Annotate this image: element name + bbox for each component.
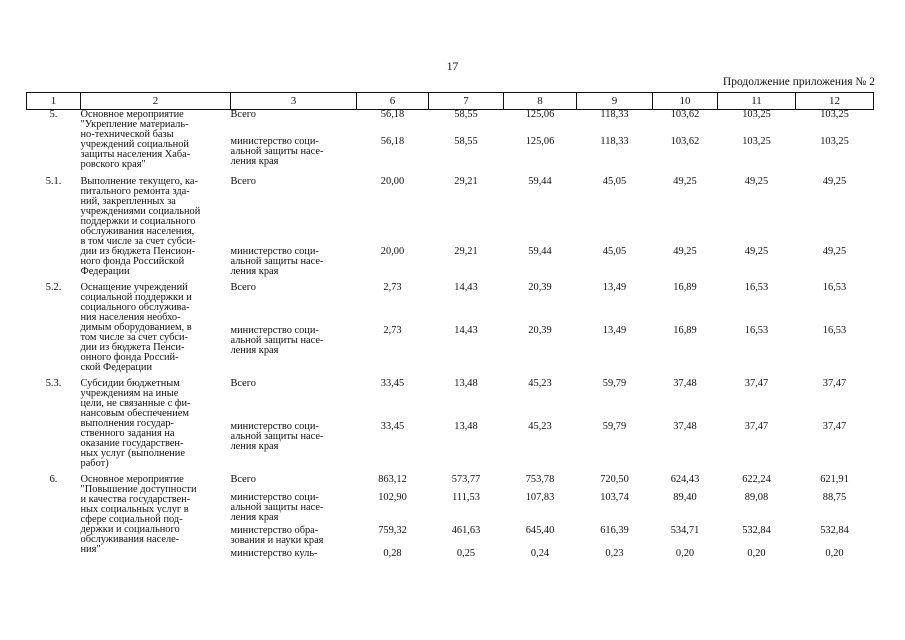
executor-cell	[231, 422, 357, 469]
executor-line: альной защиты насе-	[230, 255, 324, 267]
executor-cell	[231, 247, 357, 277]
table-row	[27, 379, 874, 422]
measure-name-line: цели, не связанные с фи-	[80, 398, 191, 409]
value-cell: 102,90	[378, 492, 407, 503]
column-header: 9	[577, 93, 653, 110]
measure-name-line: социальной поддержки и	[80, 292, 192, 303]
executor-cell	[231, 526, 357, 549]
value-cell: 103,62	[670, 109, 700, 120]
page-number: 17	[446, 61, 459, 73]
measure-name-line: оказание государствен-	[80, 438, 184, 449]
measure-name-line: и качества государствен-	[80, 494, 191, 505]
measure-name-line: ния"	[80, 544, 101, 555]
executor-line: ления края	[230, 265, 279, 277]
value-cell: 16,53	[744, 325, 769, 337]
value-cell: 33,45	[380, 378, 405, 389]
value-cell: 616,39	[600, 525, 629, 536]
value-cell: 20,39	[528, 282, 552, 293]
value-cell: 16,53	[822, 282, 847, 293]
measure-name-line: ственного задания на	[80, 428, 175, 439]
value-cell: 49,25	[673, 176, 697, 187]
column-header: 3	[231, 93, 357, 110]
executor-line: министерство соци-	[230, 245, 319, 257]
executor-cell	[231, 137, 357, 170]
budget-table	[26, 92, 874, 559]
measure-name-line: Федерации	[80, 266, 130, 277]
executor-line: альной защиты насе-	[230, 431, 324, 443]
value-cell: 45,23	[528, 421, 552, 433]
executor-line: Всего	[230, 176, 256, 187]
value-cell: 59,79	[602, 421, 627, 433]
value-cell: 645,40	[525, 525, 555, 536]
measure-name-line: обслуживания населе-	[80, 534, 180, 545]
appendix-continuation-label: Продолжение приложения № 2	[722, 76, 875, 88]
executor-cell	[231, 379, 357, 422]
measure-name-line: учреждений социальной	[80, 139, 189, 150]
table-row	[27, 283, 874, 326]
value-cell: 103,62	[670, 135, 700, 147]
measure-name-line: работ)	[80, 458, 109, 469]
value-cell: 103,25	[820, 135, 849, 147]
measure-name-line: Основное мероприятие	[80, 474, 184, 485]
value-cell: 37,48	[673, 378, 697, 389]
measure-name-line: выполнения государ-	[80, 418, 174, 429]
value-cell: 13,49	[602, 325, 627, 337]
value-cell: 20,00	[380, 176, 405, 187]
value-cell: 49,25	[673, 245, 697, 257]
value-cell: 16,89	[673, 282, 697, 293]
value-cell: 59,44	[528, 176, 552, 187]
value-cell: 534,71	[670, 525, 700, 536]
executor-cell	[231, 475, 357, 493]
executor-line: министерство соци-	[230, 325, 319, 337]
measure-name	[81, 177, 231, 277]
value-cell: 624,43	[670, 474, 700, 485]
value-cell: 532,84	[820, 525, 849, 536]
measure-name-line: Основное мероприятие	[80, 109, 184, 120]
value-cell: 37,47	[822, 378, 847, 389]
column-header: 8	[504, 93, 577, 110]
measure-name-line: "Повышение доступности	[80, 484, 197, 495]
value-cell: 49,25	[822, 176, 847, 187]
value-cell: 573,77	[451, 474, 481, 485]
measure-name-line: Выполнение текущего, ка-	[80, 176, 198, 187]
value-cell: 125,06	[525, 135, 555, 147]
value-cell: 0,20	[825, 548, 844, 559]
value-cell: 13,48	[454, 378, 478, 389]
measure-name-line: защиты населения Хаба-	[80, 149, 191, 160]
value-cell: 45,23	[528, 378, 552, 389]
executor-cell	[231, 493, 357, 526]
value-cell: 56,18	[380, 135, 405, 147]
table-row	[27, 177, 874, 247]
column-header: 6	[357, 93, 429, 110]
value-cell: 2,73	[383, 325, 402, 337]
executor-line: министерство соци-	[230, 421, 319, 433]
value-cell: 89,40	[673, 492, 697, 503]
value-cell: 56,18	[380, 109, 405, 120]
measure-name-line: онного фонда Россий-	[80, 352, 179, 363]
value-cell: 37,47	[744, 421, 769, 433]
value-cell: 720,50	[600, 474, 629, 485]
executor-line: ления края	[230, 512, 279, 523]
measure-name-line: ния населения необхо-	[80, 312, 181, 323]
value-cell: 37,47	[744, 378, 769, 389]
executor-line: министерство куль-	[230, 548, 318, 559]
value-cell: 37,48	[673, 421, 697, 433]
table-body	[27, 110, 874, 560]
executor-line: Всего	[230, 109, 256, 120]
value-cell: 45,05	[602, 176, 627, 187]
value-cell: 125,06	[525, 109, 555, 120]
row-number: 5.2.	[45, 282, 62, 293]
executor-line: ления края	[230, 345, 279, 357]
measure-name-line: Субсидии бюджетным	[80, 378, 180, 389]
measure-name-line: питального ремонта зда-	[80, 186, 190, 197]
executor-line: Всего	[230, 474, 256, 485]
value-cell: 20,00	[380, 245, 405, 257]
value-cell: 37,47	[822, 421, 847, 433]
executor-line: министерство соци-	[230, 135, 319, 147]
value-cell: 0,20	[675, 548, 695, 559]
value-cell: 622,24	[742, 474, 771, 485]
executor-line: альной защиты насе-	[230, 335, 324, 347]
value-cell: 33,45	[380, 421, 405, 433]
value-cell: 107,83	[525, 492, 555, 503]
row-number: 5.3.	[45, 378, 62, 389]
value-cell: 29,21	[454, 176, 478, 187]
executor-cell	[231, 110, 357, 137]
executor-cell	[231, 549, 357, 559]
executor-line: Всего	[230, 282, 256, 293]
measure-name	[81, 283, 231, 373]
value-cell: 0,23	[605, 548, 624, 559]
value-cell: 0,20	[747, 548, 766, 559]
measure-name-line: ного фонда Российской	[80, 256, 185, 267]
row-number: 6.	[49, 474, 58, 485]
value-cell: 20,39	[528, 325, 552, 337]
value-cell: 0,25	[456, 548, 476, 559]
measure-name-line: сфере социальной под-	[80, 514, 183, 525]
value-cell: 58,55	[454, 109, 478, 120]
measure-name-line: но-технической базы	[80, 129, 174, 140]
row-number: 5.	[49, 109, 58, 120]
value-cell: 0,24	[530, 548, 550, 559]
value-cell: 759,32	[378, 525, 407, 536]
value-cell: 103,25	[742, 109, 771, 120]
value-cell: 13,48	[454, 421, 478, 433]
measure-name-line: социального обслужива-	[80, 302, 190, 313]
measure-name-line: ных услуг (выполнение	[80, 448, 185, 459]
value-cell: 89,08	[744, 492, 769, 503]
row-number: 5.1.	[45, 176, 62, 187]
column-header: 10	[653, 93, 718, 110]
executor-line: министерство соци-	[230, 492, 319, 503]
value-cell: 88,75	[822, 492, 847, 503]
table-row	[27, 475, 874, 493]
measure-name-line: нансовым обеспечением	[80, 408, 189, 419]
executor-line: ления края	[230, 155, 279, 167]
column-header: 11	[718, 93, 796, 110]
measure-name-line: дии из бюджета Пенсион-	[80, 246, 196, 257]
executor-cell	[231, 177, 357, 247]
value-cell: 45,05	[602, 245, 627, 257]
measure-name-line: держки и социального	[80, 524, 180, 535]
value-cell: 13,49	[602, 282, 627, 293]
value-cell: 118,33	[600, 109, 629, 120]
value-cell: 863,12	[378, 474, 407, 485]
value-cell: 461,63	[451, 525, 481, 536]
executor-line: зования и науки края	[230, 535, 324, 546]
measure-name-line: в том числе за счет субси-	[80, 236, 196, 247]
value-cell: 16,53	[744, 282, 769, 293]
measure-name-line: ных социальных услуг в	[80, 504, 189, 515]
value-cell: 118,33	[600, 135, 629, 147]
value-cell: 49,25	[744, 245, 769, 257]
value-cell: 103,74	[600, 492, 629, 503]
value-cell: 16,89	[673, 325, 697, 337]
executor-line: ления края	[230, 441, 279, 453]
measure-name-line: учреждениями социальной	[80, 206, 201, 217]
value-cell: 103,25	[820, 109, 849, 120]
executor-cell	[231, 283, 357, 326]
measure-name-line: Оснащение учреждений	[80, 282, 188, 293]
measure-name	[81, 475, 231, 559]
value-cell: 58,55	[454, 135, 478, 147]
value-cell: 2,73	[383, 282, 402, 293]
value-cell: 621,91	[820, 474, 849, 485]
value-cell: 14,43	[454, 325, 478, 337]
value-cell: 14,43	[454, 282, 478, 293]
measure-name-line: ской Федерации	[80, 362, 153, 373]
value-cell: 111,53	[452, 492, 480, 503]
value-cell: 29,21	[454, 245, 478, 257]
executor-line: альной защиты насе-	[230, 145, 324, 157]
measure-name-line: обслуживания населения,	[80, 226, 195, 237]
measure-name-line: димым оборудованием, в	[80, 322, 192, 333]
value-cell: 753,78	[525, 474, 555, 485]
executor-line: альной защиты насе-	[230, 502, 324, 513]
table-row	[27, 110, 874, 137]
measure-name	[81, 379, 231, 469]
value-cell: 59,79	[602, 378, 627, 389]
measure-name	[81, 110, 231, 171]
value-cell: 0,28	[383, 548, 402, 559]
column-header-row	[27, 93, 874, 110]
measure-name-line: поддержки и социального	[80, 216, 196, 227]
executor-line: министерство обра-	[230, 525, 319, 536]
value-cell: 16,53	[822, 325, 847, 337]
value-cell: 49,25	[822, 245, 847, 257]
measure-name-line: ний, закрепленных за	[80, 196, 176, 207]
measure-name-line: ровского края"	[80, 159, 146, 170]
measure-name-line: дии из бюджета Пенси-	[80, 342, 185, 353]
value-cell: 532,84	[742, 525, 771, 536]
measure-name-line: том числе за счет субси-	[80, 332, 189, 343]
column-header: 2	[81, 93, 231, 110]
value-cell: 103,25	[742, 135, 771, 147]
column-header: 12	[796, 93, 874, 110]
column-header: 7	[429, 93, 504, 110]
column-header: 1	[27, 93, 81, 110]
measure-name-line: "Укрепление материаль-	[80, 119, 189, 130]
executor-line: Всего	[230, 378, 256, 389]
measure-name-line: учреждениям на иные	[80, 388, 179, 399]
value-cell: 59,44	[528, 245, 552, 257]
value-cell: 49,25	[744, 176, 769, 187]
executor-cell	[231, 326, 357, 373]
